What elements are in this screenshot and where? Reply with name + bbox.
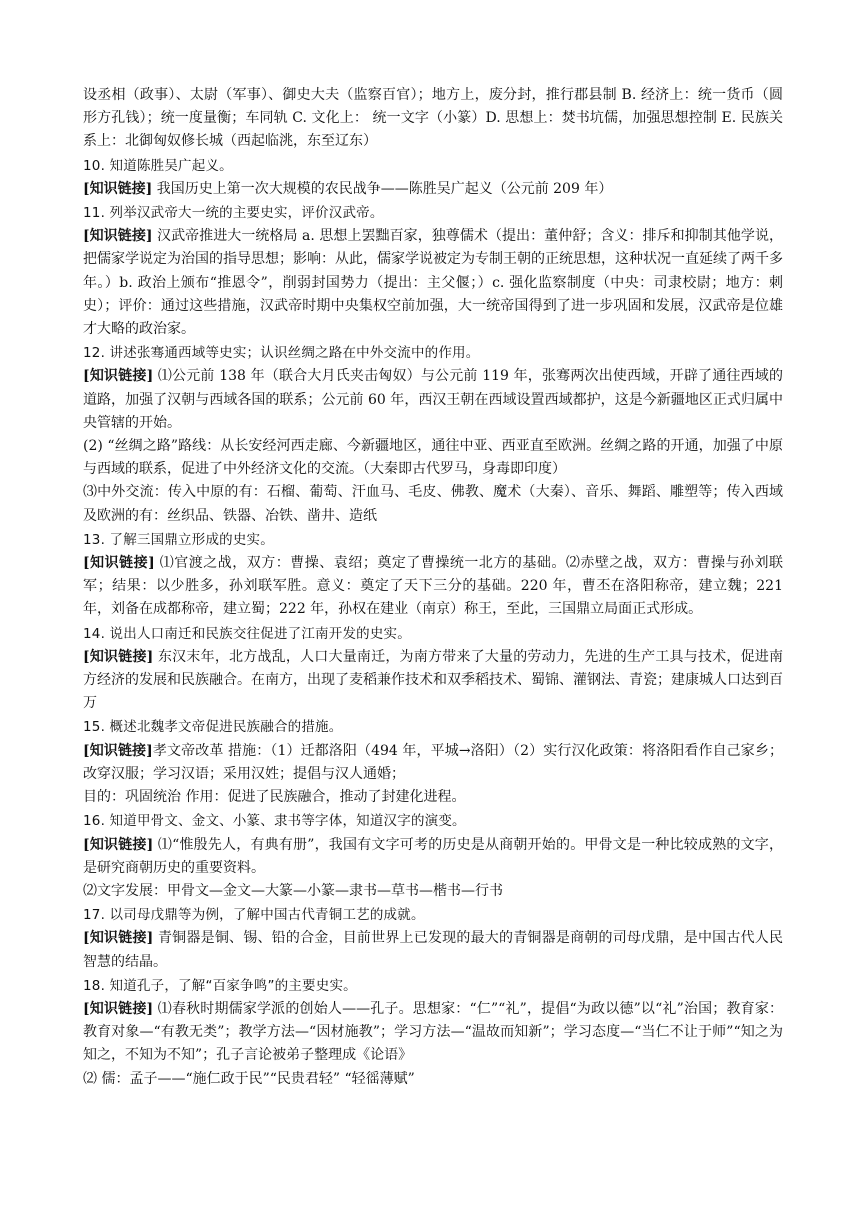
question-15: 15. 概述北魏孝文帝促进民族融合的措施。 [83, 719, 343, 736]
paragraph-text: (2) “丝绸之路”路线：从长安经河西走廊、今新疆地区，通往中亚、西亚直至欧洲。丝绸之路的开通，加强了中原与西域的联系，促进了中外经济文化的交流。（大秦即古代罗马，身毒即印度） [83, 438, 783, 478]
paragraph-text: 青铜器是铜、锡、铅的合金，目前世界上已发现的最大的青铜器是商朝的司母戊鼎，是中国古代人民智慧的结晶。 [83, 930, 784, 970]
knowledge-link-11 [83, 225, 783, 341]
paragraph-text: ⑴“惟殷先人，有典有册”，我国有文字可考的历史是从商朝开始的。甲骨文是一种比较成熟的文字，是研究商朝历史的重要资料。 [83, 836, 783, 876]
knowledge-link-tag: [知识链接] [83, 648, 154, 665]
knowledge-link-tag: [知识链接] [83, 836, 154, 853]
question-11: 11. 列举汉武帝大一统的主要史实，评价汉武帝。 [83, 205, 384, 222]
paragraph-text: 设丞相（政事）、太尉（军事）、御史大夫（监察百官）；地方上，废分封，推行郡县制 B. 经济上：统一货币（圆形方孔钱）；统一度量衡；车同轨 C. 文化上： 统一文字（小篆）D. 思想上：焚书坑儒，加强思想控制 E. 民族关系上：北御匈奴修长城（西起临洮，东至辽东） [83, 87, 783, 150]
question-13: 13. 了解三国鼎立形成的史实。 [83, 531, 274, 548]
script-evolution [83, 880, 783, 903]
question-18: 18. 知道孔子，了解“百家争鸣”的主要史实。 [83, 977, 357, 994]
knowledge-link-tag: [知识链接] [83, 180, 153, 197]
knowledge-link-16 [83, 834, 783, 880]
knowledge-link-tag: [知识链接] [83, 368, 154, 385]
silk-road-route [83, 435, 783, 481]
paragraph-text: ⑴官渡之战，双方：曹操、袁绍；奠定了曹操统一北方的基础。⑵赤壁之战，双方：曹操与孙刘联军；结果：以少胜多，孙刘联军胜。意义：奠定了天下三分的基础。220 年，曹丕在洛阳称帝，建立魏；221 年，刘备在成都称帝，建立蜀；222 年，孙权在建业（南京）称王，至此，三国鼎立局面正式形成。 [83, 555, 783, 618]
knowledge-link-tag: [知识链接] [83, 1000, 154, 1017]
question-12: 12. 讲述张骞通西域等史实；认识丝绸之路在中外交流中的作用。 [83, 345, 480, 362]
paragraph-text: ⑵文字发展：甲骨文—金文—大篆—小篆—隶书—草书—楷书—行书 [83, 882, 503, 899]
knowledge-link-13 [83, 552, 783, 622]
question-17: 17. 以司母戊鼎等为例，了解中国古代青铜工艺的成就。 [83, 907, 425, 924]
knowledge-link-12 [83, 365, 783, 435]
paragraph-text: ⑴公元前 138 年（联合大月氏夹击匈奴）与公元前 119 年，张骞两次出使西域，开辟了通往西域的道路，加强了汉朝与西域各国的联系；公元前 60 年，西汉王朝在西域设置西域都护，这是今新疆地区正式归属中央管辖的开始。 [83, 368, 783, 431]
paragraph-text: 我国历史上第一次大规模的农民战争——陈胜吴广起义（公元前 209 年） [152, 180, 613, 197]
knowledge-link-10 [83, 178, 783, 201]
paragraph-text: 目的：巩固统治 作用：促进了民族融合，推动了封建化进程。 [83, 789, 466, 806]
paragraph-text: ⑴春秋时期儒家学派的创始人——孔子。思想家：“仁”“礼”，提倡“为政以德”以“礼”治国；教育家：教育对象—“有教无类”；教学方法—“因材施教”；学习方法—“温故而知新”；学习态度—“当仁不让于师”“知之为知之，不知为不知”；孔子言论被弟子整理成《论语》 [83, 1000, 783, 1064]
knowledge-link-tag: [知识链接] [83, 555, 155, 572]
mencius-line [83, 1068, 783, 1091]
paragraph-text: 汉武帝推进大一统格局 a. 思想上罢黜百家，独尊儒术（提出：董仲舒；含义：排斥和抑制其他学说，把儒家学说定为治国的指导思想；影响：从此，儒家学说被定为专制王朝的正统思想，这种状况一直延续了两千多年。）b. 政治上颁布“推恩令”，削弱封国势力（提出：主父偃；）c. 强化监察制度（中央：司隶校尉；地方：刺史）；评价：通过这些措施，汉武帝时期中央集权空前加强，大一统帝国得到了进一步巩固和发展，汉武帝是位雄才大略的政治家。 [83, 228, 783, 338]
paragraph-qin-measures [83, 84, 783, 154]
knowledge-link-18 [83, 998, 783, 1068]
exchange-items [83, 481, 783, 527]
paragraph-text: ⑵ 儒：孟子——“施仁政于民”“民贵君轻” “轻徭薄赋” [83, 1070, 415, 1087]
question-14: 14. 说出人口南迁和民族交往促进了江南开发的史实。 [83, 625, 411, 642]
paragraph-text: 孝文帝改革 措施：（1）迁都洛阳（494 年，平城→洛阳）（2）实行汉化政策：将洛阳看作自己家乡；改穿汉服；学习汉语；采用汉姓；提倡与汉人通婚； [83, 742, 783, 782]
question-16: 16. 知道甲骨文、金文、小篆、隶书等字体，知道汉字的演变。 [83, 813, 466, 830]
knowledge-link-tag: [知识链接] [83, 228, 153, 245]
reform-purpose [83, 786, 783, 809]
paragraph-text: ⑶中外交流：传入中原的有：石榴、葡萄、汗血马、毛皮、佛教、魔术（大秦）、音乐、舞蹈、雕塑等；传入西域及欧洲的有：丝织品、铁器、冶铁、凿井、造纸 [83, 484, 783, 524]
question-10: 10. 知道陈胜吴广起义。 [83, 157, 233, 174]
knowledge-link-17 [83, 927, 783, 973]
document-page [83, 84, 783, 1091]
paragraph-text: 东汉末年，北方战乱，人口大量南迁，为南方带来了大量的劳动力，先进的生产工具与技术，促进南方经济的发展和民族融合。在南方，出现了麦稻兼作技术和双季稻技术、蜀锦、灌钢法、青瓷；建康城人口达到百万 [83, 648, 784, 712]
knowledge-link-tag: [知识链接] [83, 742, 153, 759]
knowledge-link-tag: [知识链接] [83, 930, 154, 947]
knowledge-link-15 [83, 740, 783, 786]
knowledge-link-14 [83, 646, 783, 716]
